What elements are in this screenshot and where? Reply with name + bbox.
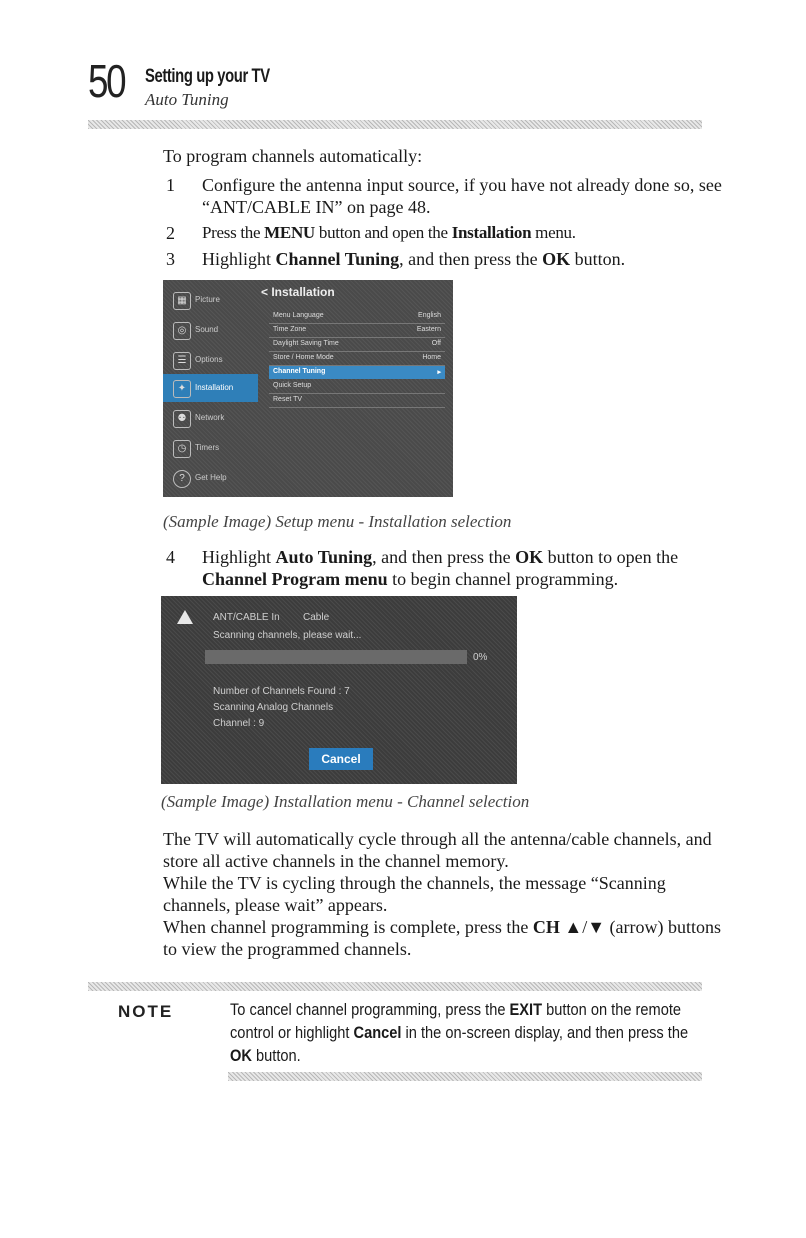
setup-sidebar — [163, 280, 258, 497]
help-icon: ? — [173, 470, 191, 488]
sidebar-item-sound: ◎ Sound — [163, 316, 258, 344]
step-text: Press the MENU button and open the Installation menu. — [202, 223, 576, 242]
step-number: 3 — [166, 249, 175, 269]
menu-row-daylight-saving: Daylight Saving Time Off — [269, 338, 445, 352]
channels-found: Number of Channels Found : 7 — [213, 686, 350, 697]
cancel-button[interactable]: Cancel — [309, 748, 373, 770]
page-number: 50 — [88, 55, 125, 107]
warning-icon — [177, 610, 193, 624]
channel-program-screenshot — [161, 596, 517, 784]
picture-icon: ▦ — [173, 292, 191, 310]
step-number: 1 — [166, 175, 175, 195]
scanning-message: Scanning channels, please wait... — [213, 630, 362, 641]
source-value: Cable — [303, 612, 330, 623]
options-icon: ☰ — [173, 352, 191, 370]
menu-row-channel-tuning: Channel Tuning ▸ — [269, 366, 445, 379]
scan-progress-bar — [205, 650, 467, 664]
header-divider — [88, 120, 702, 129]
section-subtitle: Auto Tuning — [145, 90, 229, 109]
sidebar-item-timers: ◷ Timers — [163, 434, 258, 462]
caption-setup-menu: (Sample Image) Setup menu - Installation selection — [163, 512, 512, 531]
setup-menu-screenshot — [163, 280, 453, 497]
source-label: ANT/CABLE In — [213, 612, 280, 623]
note-divider-top — [88, 982, 702, 991]
sidebar-item-options: ☰ Options — [163, 346, 258, 374]
step-number: 4 — [166, 547, 175, 567]
progress-percent: 0% — [473, 652, 488, 663]
paragraph: The TV will automatically cycle through all the antenna/cable channels, and store all active channels in the channel memory. — [163, 829, 712, 871]
current-channel: Channel : 9 — [213, 718, 265, 729]
step-4 — [166, 546, 726, 590]
note-label: NOTE — [118, 1002, 174, 1021]
intro-text: To program channels automatically: — [163, 146, 423, 166]
sidebar-item-get-help: ? Get Help — [163, 464, 258, 492]
step-2 — [166, 222, 726, 244]
chevron-right-icon: ▸ — [437, 369, 441, 376]
sidebar-item-installation: ✦ Installation — [163, 374, 258, 402]
step-3 — [166, 248, 726, 270]
body-text — [163, 828, 723, 960]
step-1 — [166, 174, 726, 218]
menu-row-reset-tv: Reset TV — [269, 394, 445, 408]
note-text: To cancel channel programming, press the EXIT button on the remote control or highlight Cancel in the on-screen display, and then press the OK button. — [230, 1000, 689, 1065]
scanning-analog: Scanning Analog Channels — [213, 702, 334, 713]
menu-row-time-zone: Time Zone Eastern — [269, 324, 445, 338]
timer-icon: ◷ — [173, 440, 191, 458]
network-icon: ⚉ — [173, 410, 191, 428]
caption-installation-menu: (Sample Image) Installation menu - Channel selection — [161, 792, 530, 811]
paragraph: While the TV is cycling through the channels, the message “Scanning channels, please wait” appears. — [163, 873, 666, 915]
step-text: Highlight Channel Tuning, and then press the OK button. — [202, 249, 626, 269]
step-text: Configure the antenna input source, if you have not already done so, see “ANT/CABLE IN” on page 48. — [202, 175, 722, 217]
section-title: Setting up your TV — [145, 66, 270, 87]
speaker-icon: ◎ — [173, 322, 191, 340]
menu-row-language: Menu Language English — [269, 310, 445, 324]
sidebar-item-network: ⚉ Network — [163, 404, 258, 432]
step-number: 2 — [166, 223, 175, 243]
paragraph: When channel programming is complete, press the CH ▲/▼ (arrow) buttons to view the programmed channels. — [163, 917, 721, 959]
menu-row-quick-setup: Quick Setup — [269, 380, 445, 394]
sidebar-item-picture: ▦ Picture — [163, 286, 258, 314]
note-divider-bottom — [228, 1072, 702, 1081]
satellite-icon: ✦ — [173, 380, 191, 398]
menu-row-store-home-mode: Store / Home Mode Home — [269, 352, 445, 366]
installation-menu-title: < Installation — [261, 285, 335, 299]
step-text: Highlight Auto Tuning, and then press the OK button to open the Channel Program menu to begin channel programming. — [202, 547, 679, 589]
